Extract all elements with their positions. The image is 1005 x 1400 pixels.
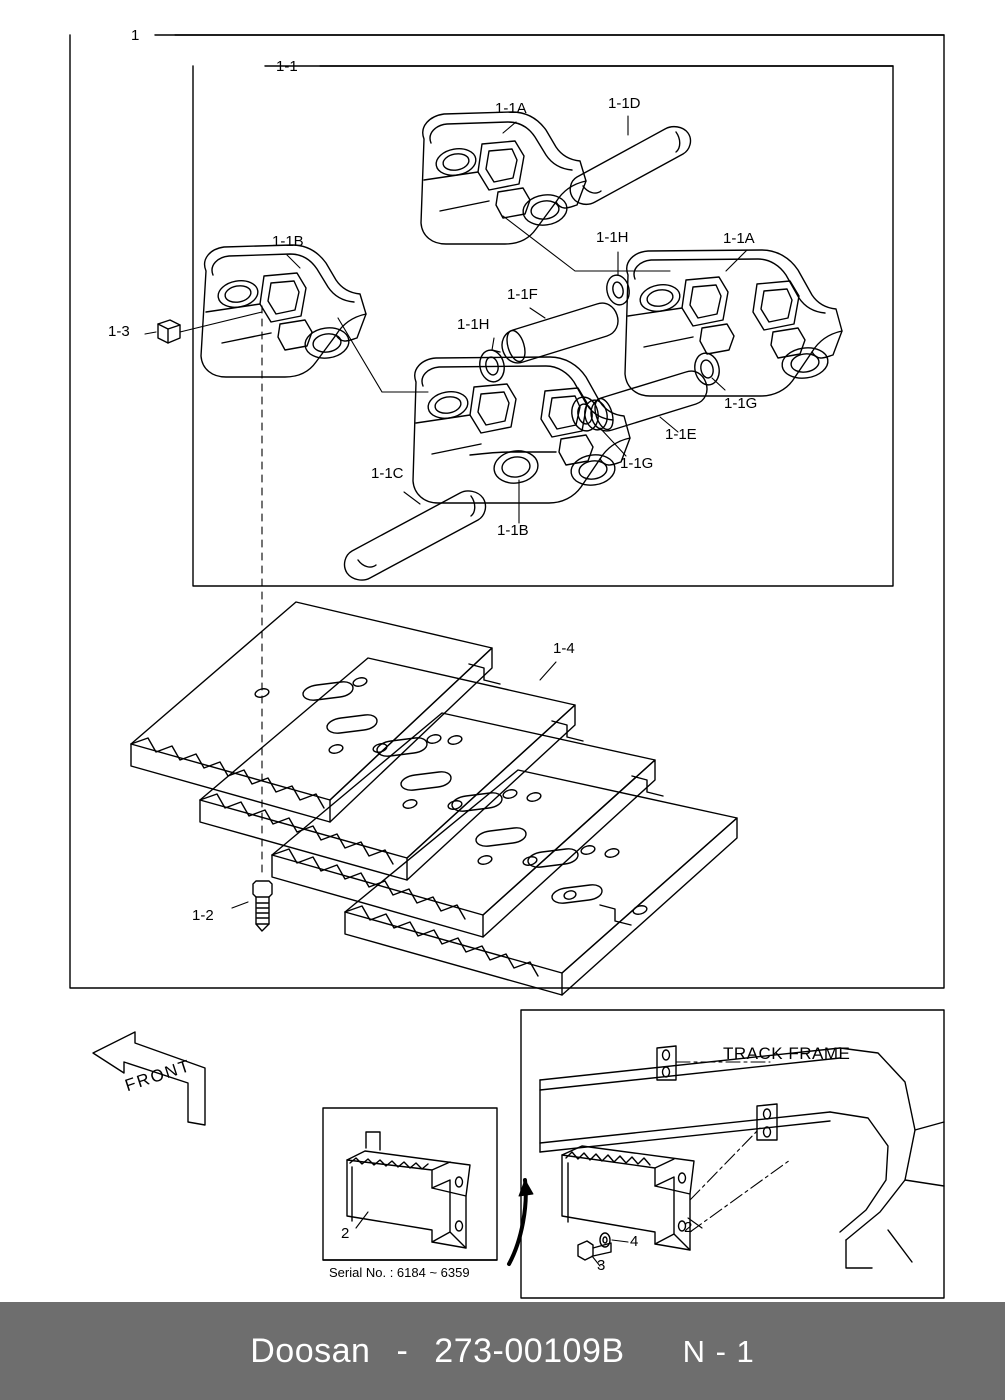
callout-1-1H-mid: 1-1H bbox=[457, 316, 490, 333]
callout-1-1C: 1-1C bbox=[371, 465, 404, 482]
track-shoes-1-4 bbox=[131, 602, 737, 995]
pin-1-1D bbox=[570, 127, 690, 205]
callout-1-1E: 1-1E bbox=[665, 426, 697, 443]
link-1-1B-middle-lower bbox=[470, 452, 556, 455]
callout-1-1B-left: 1-1B bbox=[272, 233, 304, 250]
leader-line-2-inset bbox=[356, 1212, 368, 1228]
bolt-1-2 bbox=[253, 881, 272, 931]
callout-1-1F: 1-1F bbox=[507, 286, 538, 303]
bushing-1-1F bbox=[502, 303, 618, 364]
seal-1-1G-right bbox=[692, 351, 722, 387]
leader-line-1-4 bbox=[540, 662, 556, 680]
callout-2-inset: 2 bbox=[341, 1225, 350, 1242]
footer-part-number: 273-00109B bbox=[434, 1331, 625, 1370]
footer-dash: - bbox=[396, 1331, 409, 1370]
footer-bar bbox=[0, 1302, 1005, 1400]
callout-1-1D: 1-1D bbox=[608, 95, 641, 112]
link-1-1B-left bbox=[201, 245, 366, 377]
callout-1-3: 1-3 bbox=[108, 323, 130, 340]
footer-page-code: N - 1 bbox=[682, 1333, 755, 1369]
frame-item-1 bbox=[70, 35, 944, 988]
callout-4: 4 bbox=[630, 1233, 639, 1250]
seal-1-1G-mid bbox=[569, 395, 610, 434]
callout-1-1A-right: 1-1A bbox=[723, 230, 755, 247]
front-arrow-label: FRONT bbox=[122, 1055, 194, 1096]
callout-1-1: 1-1 bbox=[276, 58, 298, 75]
link-1-1A-right bbox=[625, 250, 842, 396]
callout-1-1H-top: 1-1H bbox=[596, 229, 629, 246]
callout-1-1B-mid: 1-1B bbox=[497, 522, 529, 539]
bushing-1-1E bbox=[591, 371, 707, 432]
pin-1-1C bbox=[345, 491, 486, 580]
callout-1: 1 bbox=[131, 27, 140, 44]
footer-brand: Doosan bbox=[250, 1331, 371, 1370]
serial-note: Serial No. : 6184 ~ 6359 bbox=[329, 1265, 470, 1280]
callout-1-4: 1-4 bbox=[553, 640, 575, 657]
link-1-1A-top bbox=[421, 112, 586, 244]
nut-1-3 bbox=[158, 320, 180, 343]
callout-3: 3 bbox=[597, 1257, 606, 1274]
callout-1-1G-right: 1-1G bbox=[724, 395, 758, 412]
track-frame-label: TRACK FRAME bbox=[723, 1044, 851, 1063]
callout-1-1A-top: 1-1A bbox=[495, 100, 527, 117]
leader-line-1-2 bbox=[232, 902, 248, 908]
frame-item-1-1 bbox=[193, 66, 893, 586]
leader-lines-links bbox=[287, 116, 747, 523]
callout-2-main: 2 bbox=[684, 1219, 693, 1236]
callout-1-1G-mid: 1-1G bbox=[620, 455, 654, 472]
callout-1-2: 1-2 bbox=[192, 907, 214, 924]
